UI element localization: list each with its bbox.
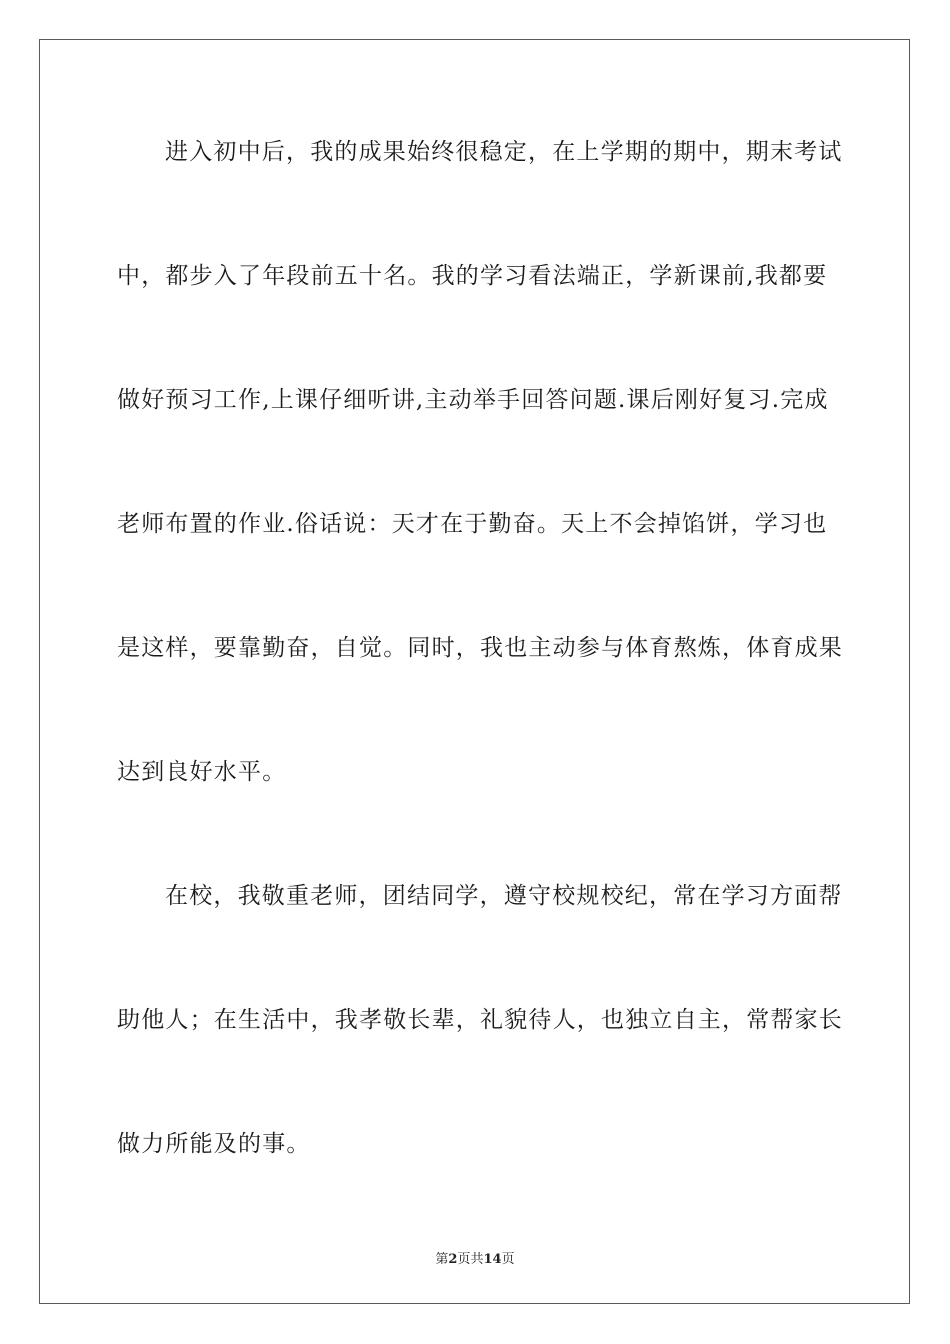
page-footer [0,1248,950,1267]
total-pages: 14 [483,1252,502,1267]
total-suffix: 页 [501,1252,515,1267]
page-prefix: 第 [435,1252,449,1267]
total-prefix: 共 [470,1252,484,1267]
page-border [39,39,910,1304]
paragraph-2-line-1: 在校，我敬重老师，团结同学，遵守校规校纪，常在学习方面帮 [165,883,843,909]
paragraph-1-line-6: 达到良好水平。 [117,759,287,785]
page-suffix: 页 [457,1252,471,1267]
paragraph-1-line-3: 做好预习工作,上课仔细听讲,主动举手回答问题.课后刚好复习.完成 [117,387,829,413]
paragraph-2-line-3: 做力所能及的事。 [117,1131,311,1157]
paragraph-1-line-2: 中，都步入了年段前五十名。我的学习看法端正，学新课前,我都要 [117,263,828,289]
paragraph-1-line-5: 是这样，要靠勤奋，自觉。同时，我也主动参与体育熬炼，体育成果 [117,635,843,661]
page-number: 2 [448,1252,458,1267]
paragraph-2-line-2: 助他人；在生活中，我孝敬长辈，礼貌待人，也独立自主，常帮家长 [117,1007,843,1033]
paragraph-1-line-1: 进入初中后，我的成果始终很稳定，在上学期的期中，期末考试 [165,139,843,165]
paragraph-1-line-4: 老师布置的作业.俗话说：天才在于勤奋。天上不会掉馅饼，学习也 [117,511,828,537]
